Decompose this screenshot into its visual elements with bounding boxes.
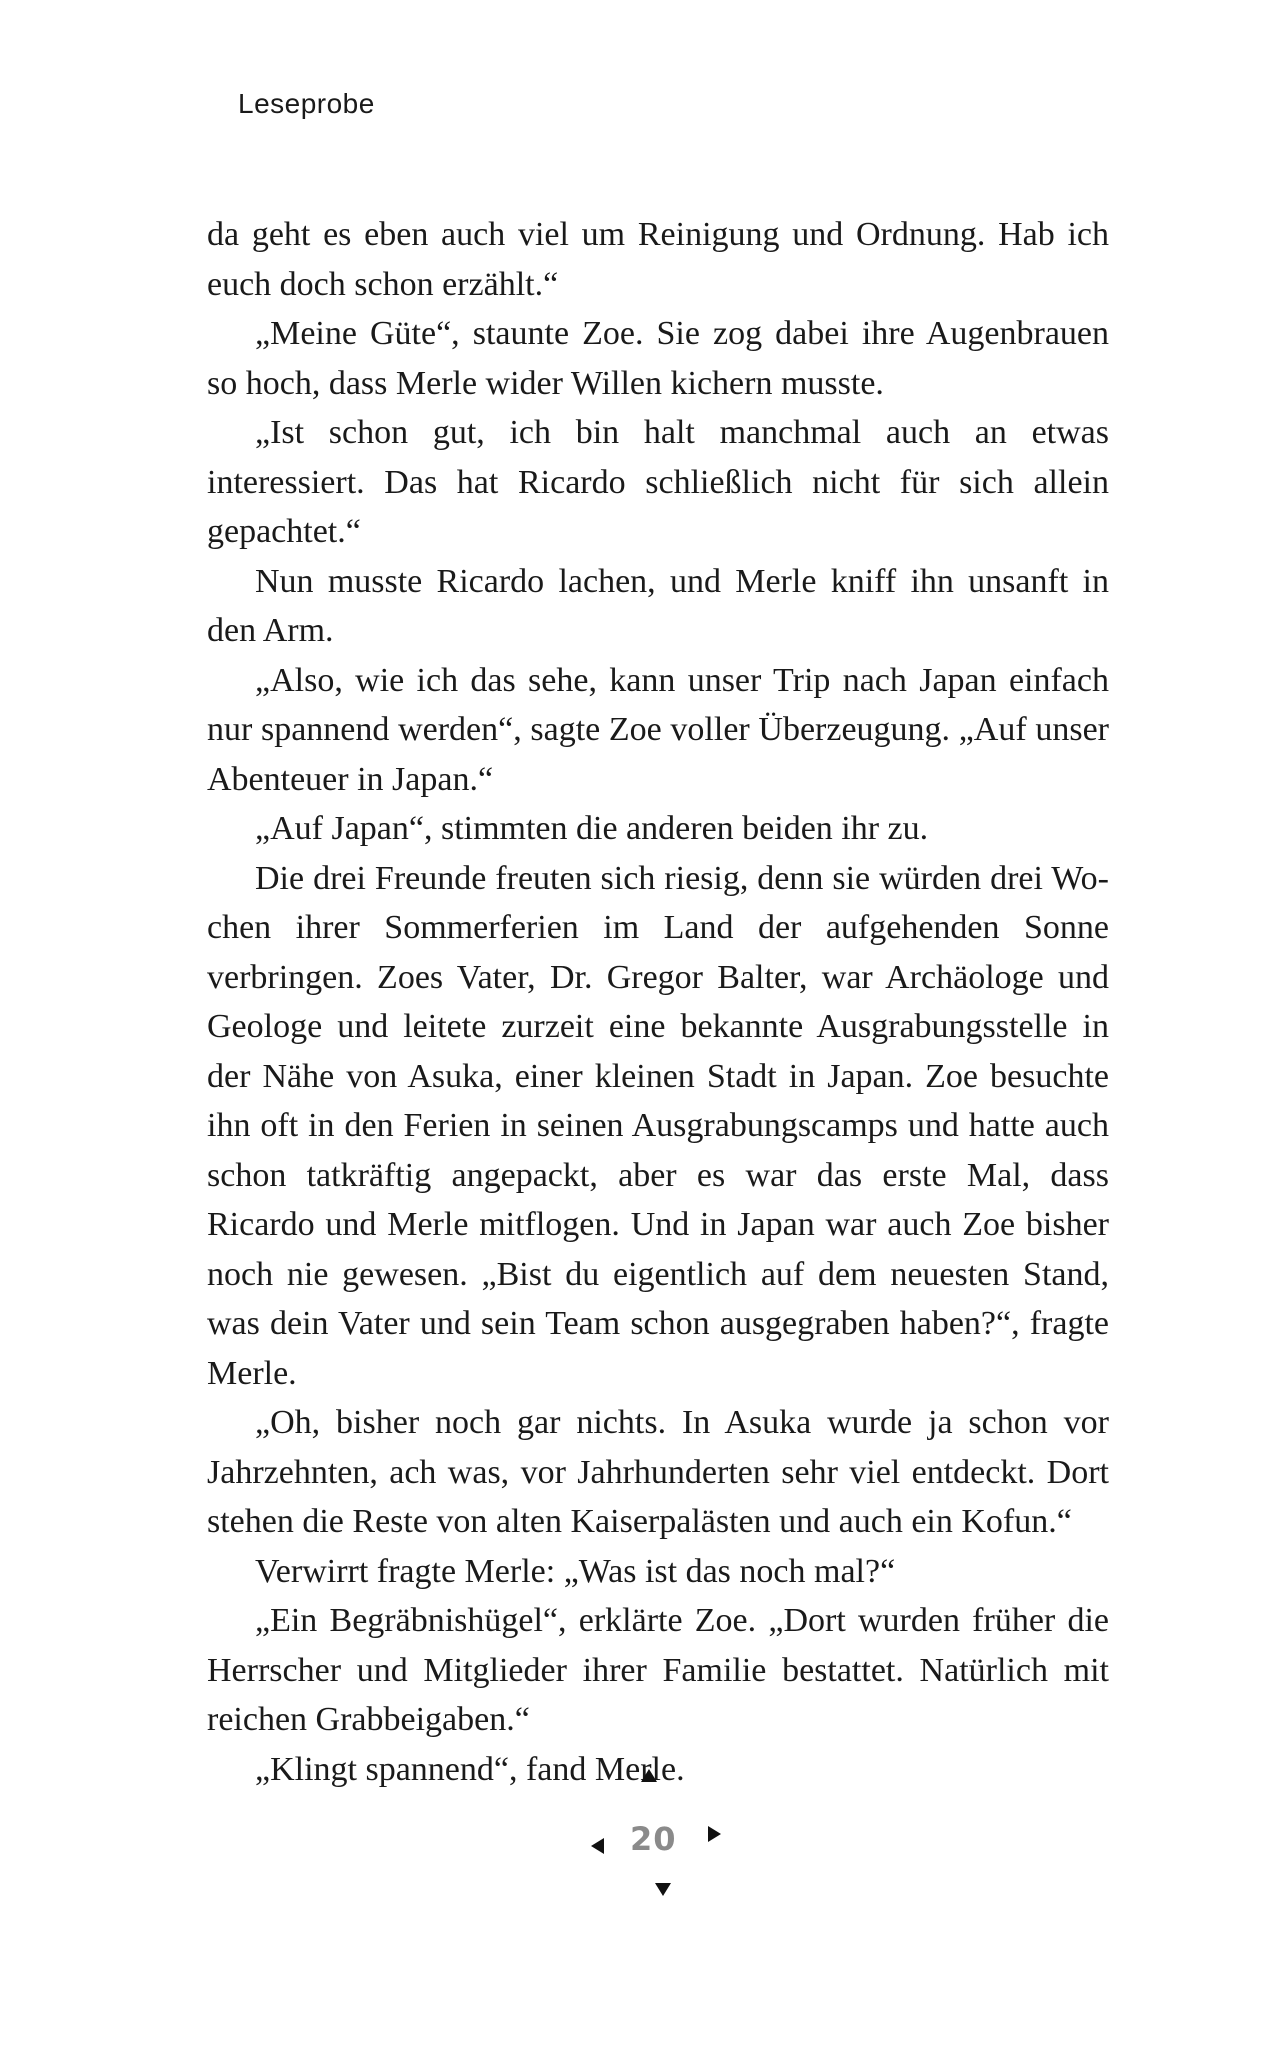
paragraph: „Auf Japan“, stimmten die anderen beiden ihr zu. — [255, 810, 929, 847]
paragraph: „Also, wie ich das sehe, kann unser Trip nach Japan einfach nur spannend werden“, sagte Zoe voller Überzeugung. „Auf unser Abenteuer in Japan.“ — [207, 661, 1109, 798]
arrow-up-icon — [641, 1769, 657, 1782]
running-header: Leseprobe — [238, 88, 375, 119]
paragraph: „Meine Güte“, staunte Zoe. Sie zog dabei ihre Augenbrauen so hoch, dass Merle wider Willen kichern musste. — [207, 315, 1109, 402]
paragraph: „Ein Begräbnishügel“, erklärte Zoe. „Dort wurden früher die Herrscher und Mitglieder ihrer Familie bestattet. Natürlich mit reichen Grabbeigaben.“ — [207, 1602, 1109, 1738]
paragraph: „Klingt spannend“, fand Merle. — [255, 1750, 685, 1788]
arrow-right-icon — [708, 1826, 721, 1842]
paragraph: Die drei Freunde freuten sich riesig, denn sie würden drei Wochen ihrer Sommerferien im Land der aufgehenden Sonne verbringen. Zoes Vater, Dr. Gregor Balter, war Archäologe und Geologe und leitete zurzeit eine bekannte Ausgrabungsstelle in der Nähe von Asuka, einer kleinen Stadt in Japan. Zoe besuchte ihn oft in den Ferien in seinen Ausgrabungscamps und hatte auch schon tatkräftig angepackt, aber es war das erste Mal, dass Ricardo und Merle mitflogen. Und in Japan war auch Zoe bisher noch nie gewesen. „Bist du eigentlich auf dem neuesten Stand, was dein Vater und sein Team schon ausgegraben haben?“, fragte Merle. — [207, 859, 1109, 1392]
paragraph: da geht es eben auch viel um Reinigung und Ordnung. Hab ich euch doch schon erzählt.“ — [207, 216, 1109, 303]
arrow-left-icon — [591, 1838, 604, 1854]
paragraph: „Ist schon gut, ich bin halt manchmal auch an etwas interessiert. Das hat Ricardo schließlich nicht für sich allein gepachtet.“ — [207, 414, 1109, 550]
paragraph: „Oh, bisher noch gar nichts. In Asuka wurde ja schon vor Jahrzehnten, ach was, vor Jahrhunderten sehr viel entdeckt. Dort stehen die Reste von alten Kaiserpalästen und auch ein Kofun.“ — [207, 1404, 1109, 1540]
paragraph: Verwirrt fragte Merle: „Was ist das noch mal?“ — [255, 1552, 896, 1590]
body-text — [207, 210, 1109, 1794]
arrow-down-icon — [655, 1883, 671, 1896]
page-number: 20 — [630, 1820, 677, 1858]
paragraph: Nun musste Ricardo lachen, und Merle kniff ihn unsanft in den Arm. — [207, 562, 1109, 649]
